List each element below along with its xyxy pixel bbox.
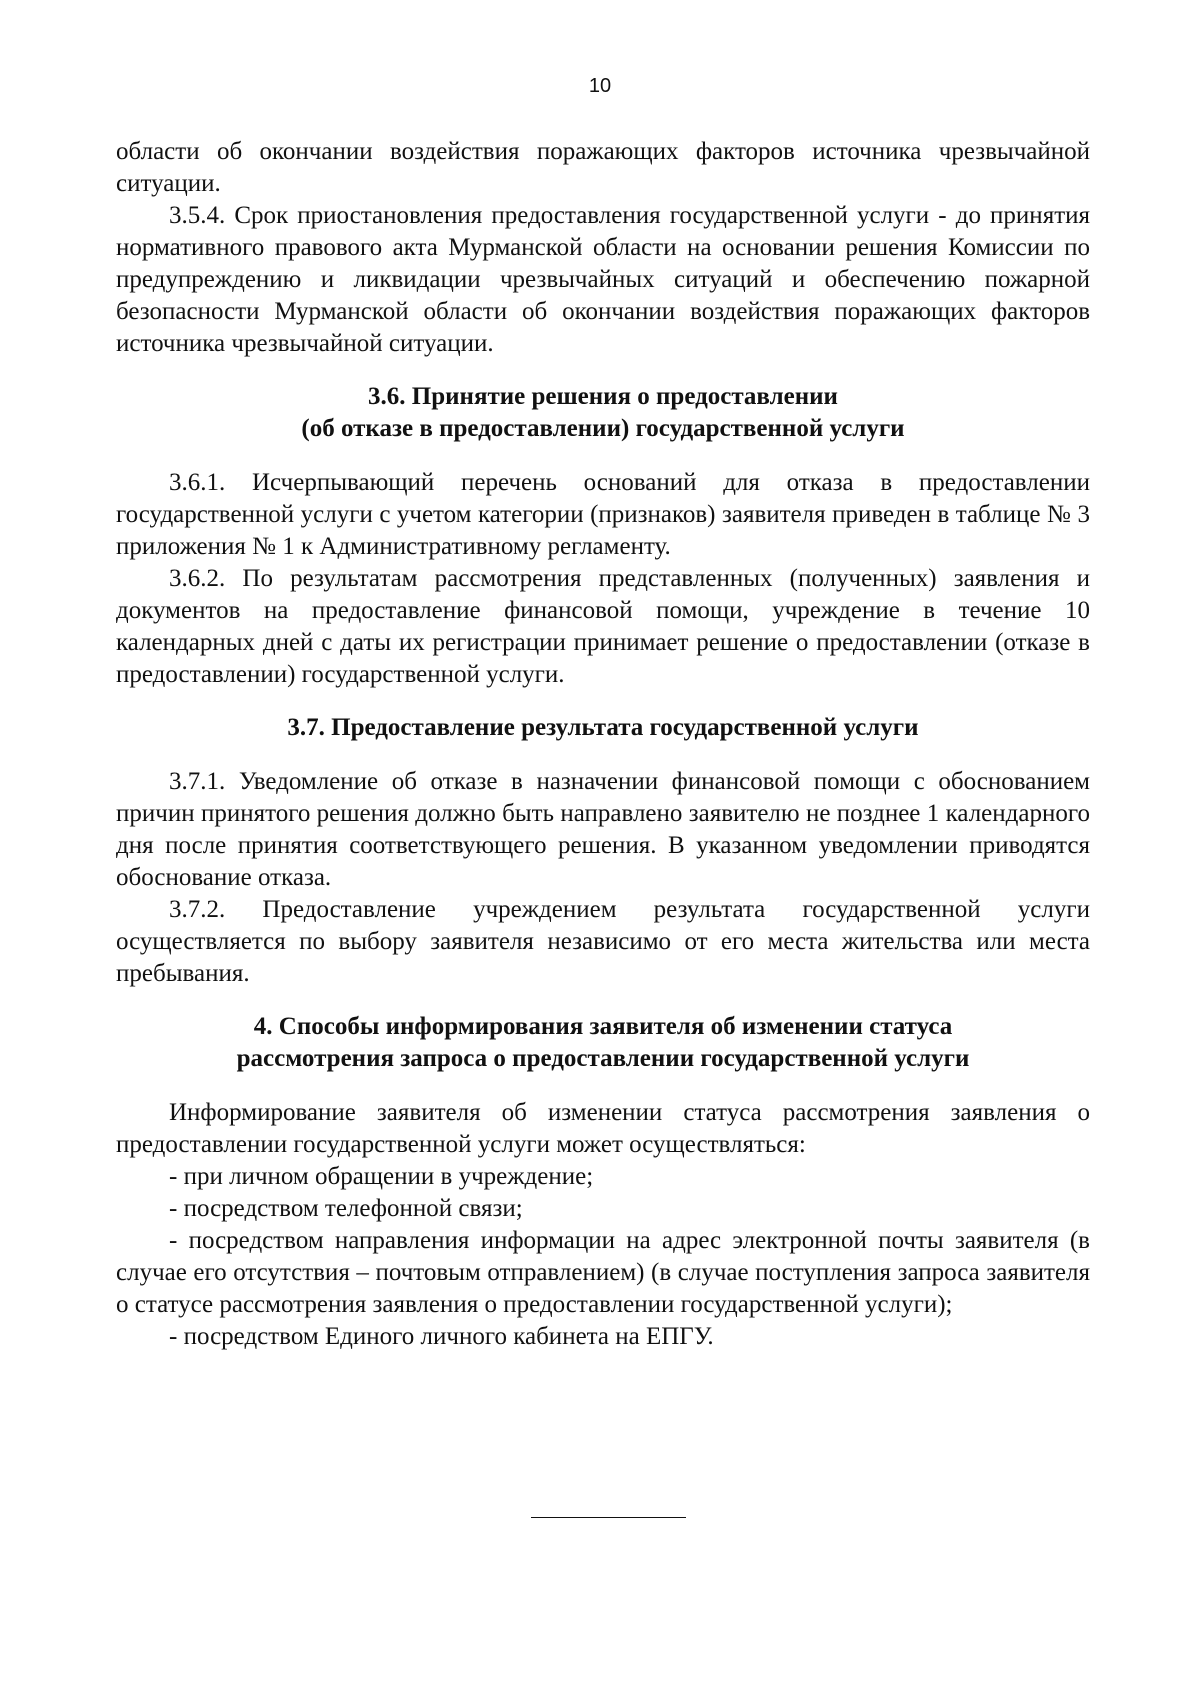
paragraph-3-7-2: 3.7.2. Предоставление учреждением результата государственной услуги осуществляется по выбору заявителя независимо от его места жительства или места пребывания.	[116, 896, 1090, 987]
heading-3-7: 3.7. Предоставление результата государственной услуги	[287, 714, 919, 741]
paragraph-4-intro: Информирование заявителя об изменении статуса рассмотрения заявления о предоставлении государственной услуги может осуществляться:	[116, 1099, 1090, 1158]
paragraph-3-7-1: 3.7.1. Уведомление об отказе в назначении финансовой помощи с обоснованием причин принятого решения должно быть направлено заявителю не позднее 1 календарного дня после принятия соответствующего решения. В указанном уведомлении приводятся обоснование отказа.	[116, 768, 1090, 891]
list-item-in-person: - при личном обращении в учреждение;	[169, 1163, 594, 1190]
paragraph-3-6-1: 3.6.1. Исчерпывающий перечень оснований для отказа в предоставлении государственной услуги с учетом категории (признаков) заявителя приведен в таблице № 3 приложения № 1 к Административному регламенту.	[116, 469, 1090, 560]
list-item-phone: - посредством телефонной связи;	[169, 1195, 523, 1222]
heading-3-6-line-1: 3.6. Принятие решения о предоставлении	[368, 383, 838, 410]
paragraph-continuation: области об окончании воздействия поражающих факторов источника чрезвычайной ситуации.	[116, 138, 1090, 197]
heading-4-line-1: 4. Способы информирования заявителя об изменении статуса	[253, 1013, 953, 1040]
list-item-epgu: - посредством Единого личного кабинета на ЕПГУ.	[169, 1323, 714, 1350]
paragraph-3-5-4: 3.5.4. Срок приостановления предоставления государственной услуги - до принятия нормативного правового акта Мурманской области на основании решения Комиссии по предупреждению и ликвидации чрезвычайных ситуаций и обеспечению пожарной безопасности Мурманской области об окончании воздействия поражающих факторов источника чрезвычайной ситуации.	[116, 202, 1090, 357]
paragraph-3-6-2: 3.6.2. По результатам рассмотрения представленных (полученных) заявления и документов на предоставление финансовой помощи, учреждение в течение 10 календарных дней с даты их регистрации принимает решение о предоставлении (отказе в предоставлении) государственной услуги.	[116, 565, 1090, 688]
page-number: 10	[588, 75, 612, 97]
page-content	[116, 136, 1090, 1353]
heading-4-line-2: рассмотрения запроса о предоставлении государственной услуги	[236, 1045, 970, 1072]
heading-3-6-line-2: (об отказе в предоставлении) государственной услуги	[301, 415, 905, 442]
closing-rule	[531, 1517, 686, 1518]
list-item-email: - посредством направления информации на адрес электронной почты заявителя (в случае его отсутствия – почтовым отправлением) (в случае поступления запроса заявителя о статусе рассмотрения заявления о предоставлении государственной услуги);	[116, 1227, 1090, 1318]
